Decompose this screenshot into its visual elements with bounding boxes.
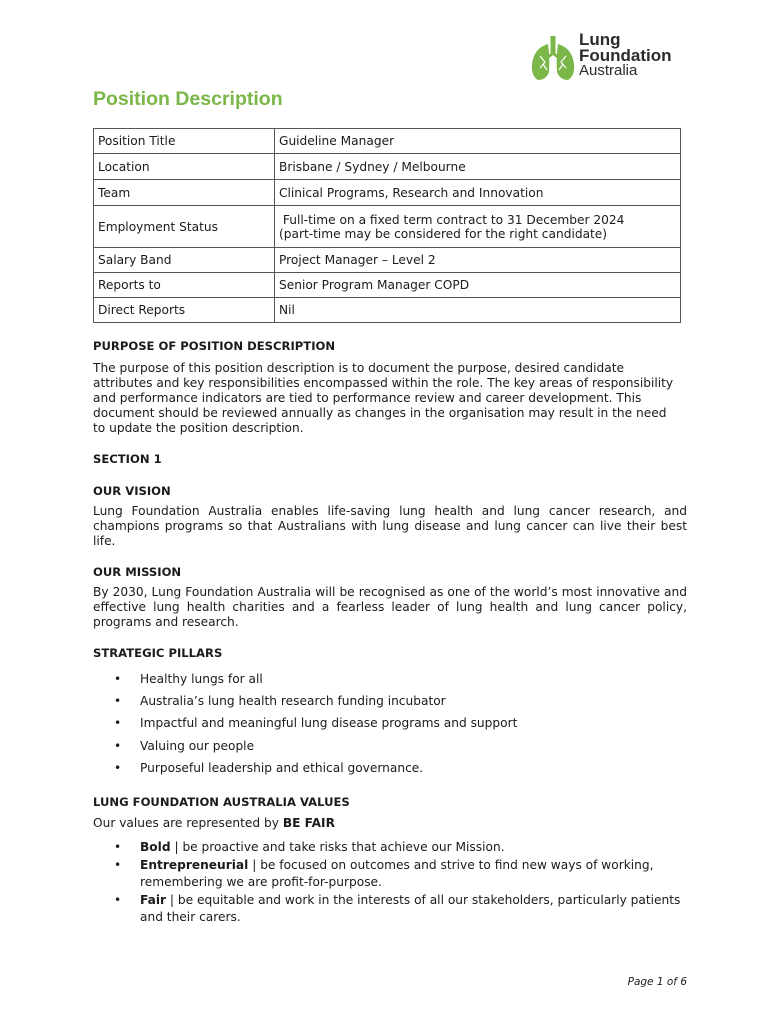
- table-row: [94, 154, 681, 180]
- page-title: Position Description: [93, 88, 283, 110]
- row-value: [275, 206, 681, 248]
- value-line-1: be proactive and take risks that achieve our Mission.: [182, 840, 505, 854]
- pillar-text: Impactful and meaningful lung disease programs and support: [140, 716, 518, 731]
- bullet-icon: •: [114, 694, 122, 709]
- row-label: Direct Reports: [94, 298, 275, 323]
- purpose-line: The purpose of this position description is to document the purpose, desired candidate: [93, 361, 624, 375]
- row-label: Employment Status: [94, 206, 275, 248]
- bullet-icon: •: [114, 738, 122, 753]
- value-separator: |: [170, 840, 183, 854]
- bullet-icon: •: [114, 716, 122, 731]
- logo-line-2: Foundation: [579, 45, 672, 65]
- value-line-2: remembering we are profit-for-purpose.: [140, 875, 382, 889]
- row-value: Senior Program Manager COPD: [275, 273, 681, 298]
- mission-heading: OUR MISSION: [93, 565, 182, 579]
- table-row: [94, 248, 681, 273]
- page-number: Page 1 of 6: [627, 976, 687, 988]
- table-row: [94, 180, 681, 206]
- list-item: [93, 857, 687, 892]
- section-1-heading: SECTION 1: [93, 452, 162, 466]
- mission-section: [93, 565, 687, 630]
- row-label: Salary Band: [94, 248, 275, 273]
- lungs-icon: [528, 34, 578, 82]
- values-list: [93, 839, 687, 927]
- list-item: [93, 690, 687, 712]
- purpose-heading: PURPOSE OF POSITION DESCRIPTION: [93, 339, 336, 353]
- vision-text: Lung Foundation Australia enables life-saving lung health and lung cancer research, and champions programs so that Australians with lung disease and lung cancer can live their best life.: [93, 504, 687, 548]
- value-term: Fair: [140, 892, 167, 907]
- bullet-icon: •: [114, 840, 122, 854]
- bullet-icon: •: [114, 892, 122, 907]
- purpose-line: and performance indicators are tied to performance review and career development. This: [93, 391, 642, 405]
- bullet-icon: •: [114, 857, 122, 872]
- value-term: Bold: [140, 840, 171, 854]
- table-row: [94, 206, 681, 248]
- value-separator: |: [166, 892, 178, 907]
- value-line-1: be equitable and work in the interests of all our stakeholders, particularly patients: [177, 892, 681, 907]
- value-line-1: be focused on outcomes and strive to find new ways of working,: [260, 857, 654, 872]
- purpose-text: [93, 361, 687, 436]
- vision-heading: OUR VISION: [93, 484, 171, 498]
- lung-foundation-logo: [528, 32, 693, 84]
- values-heading: LUNG FOUNDATION AUSTRALIA VALUES: [93, 795, 350, 809]
- row-label: Position Title: [94, 129, 275, 154]
- row-label: Team: [94, 180, 275, 206]
- position-info-table: [93, 128, 681, 323]
- pillar-text: Australia’s lung health research funding incubator: [140, 694, 446, 709]
- purpose-line: to update the position description.: [93, 421, 304, 435]
- pillar-text: Valuing our people: [140, 738, 255, 753]
- value-term: Entrepreneurial: [140, 857, 249, 872]
- row-label: Reports to: [94, 273, 275, 298]
- employment-line-2: (part-time may be considered for the right candidate): [279, 226, 608, 241]
- values-section: [93, 795, 687, 831]
- values-intro-text: Our values are represented by: [93, 816, 283, 830]
- bullet-icon: •: [114, 760, 122, 775]
- row-value: Brisbane / Sydney / Melbourne: [275, 154, 681, 180]
- logo-line-1: Lung: [579, 30, 621, 49]
- value-separator: |: [248, 857, 261, 872]
- logo-wordmark: [579, 32, 672, 79]
- mission-text: By 2030, Lung Foundation Australia will be recognised as one of the world’s most innovative and effective lung health charities and a fearless leader of lung health and lung cancer policy, programs and research.: [93, 585, 687, 629]
- purpose-line: document should be reviewed annually as changes in the organisation may result in the need: [93, 406, 667, 420]
- purpose-line: attributes and key responsibilities encompassed within the role. The key areas of responsibility: [93, 376, 674, 390]
- list-item: [93, 668, 687, 690]
- row-value: Guideline Manager: [275, 129, 681, 154]
- values-intro-bold: BE FAIR: [282, 816, 335, 830]
- employment-line-1: Full-time on a fixed term contract to 31 December 2024: [279, 212, 625, 227]
- list-item: [93, 735, 687, 757]
- table-row: [94, 298, 681, 323]
- row-label: Location: [94, 154, 275, 180]
- values-intro: [93, 816, 687, 831]
- pillar-text: Healthy lungs for all: [140, 672, 263, 686]
- row-value: Nil: [275, 298, 681, 323]
- pillar-text: Purposeful leadership and ethical governance.: [140, 760, 424, 775]
- list-item: [93, 712, 687, 734]
- value-line-2: and their carers.: [140, 910, 241, 924]
- list-item: [93, 892, 687, 927]
- pillars-heading: STRATEGIC PILLARS: [93, 646, 223, 660]
- pillars-list: [93, 668, 687, 779]
- list-item: [93, 757, 687, 779]
- bullet-icon: •: [114, 672, 122, 686]
- table-row: [94, 129, 681, 154]
- row-value: Project Manager – Level 2: [275, 248, 681, 273]
- logo-line-3: Australia: [579, 62, 638, 79]
- row-value: Clinical Programs, Research and Innovation: [275, 180, 681, 206]
- list-item: [93, 839, 687, 857]
- purpose-section: [93, 339, 687, 436]
- vision-section: [93, 484, 687, 549]
- table-row: [94, 273, 681, 298]
